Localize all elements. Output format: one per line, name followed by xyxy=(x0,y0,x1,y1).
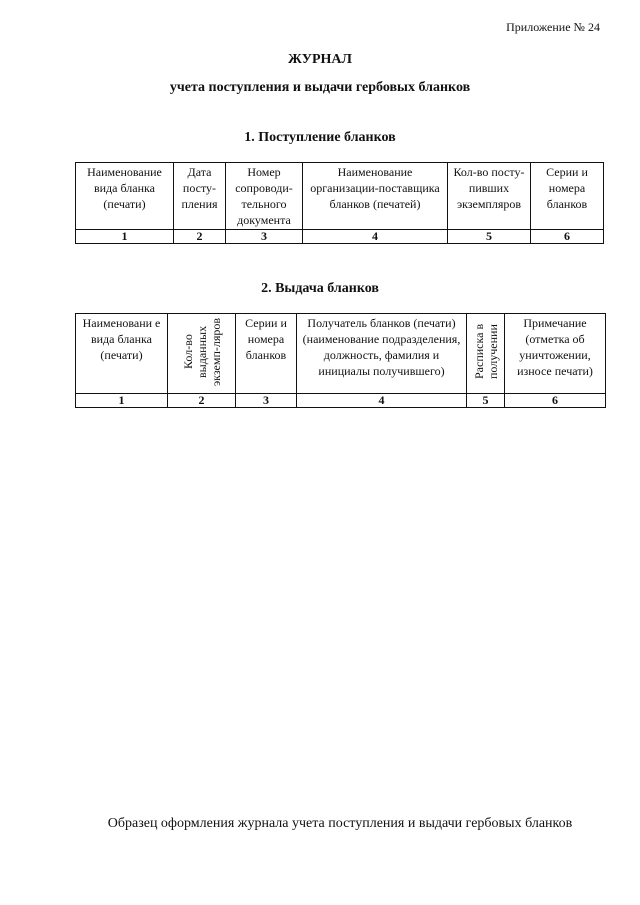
header-cell-vertical xyxy=(168,314,236,394)
column-number: 2 xyxy=(168,394,236,408)
header-cell: Серии и номера бланков xyxy=(531,163,604,230)
header-cell: Серии и номера бланков xyxy=(236,314,297,394)
section-2-title: 2. Выдача бланков xyxy=(261,281,379,296)
column-number: 5 xyxy=(448,230,531,244)
header-cell: Наименовани е вида бланка (печати) xyxy=(76,314,168,394)
section-1-title: 1. Поступление бланков xyxy=(244,130,396,145)
table-header-row xyxy=(76,163,604,230)
column-number: 1 xyxy=(76,230,174,244)
header-cell: Наименование вида бланка (печати) xyxy=(76,163,174,230)
sample-caption: Образец оформления журнала учета поступления и выдачи гербовых бланков xyxy=(107,816,573,831)
column-number: 4 xyxy=(297,394,467,408)
journal-title: ЖУРНАЛ xyxy=(288,52,352,67)
vertical-header-text: Кол-во выданных экземп-ляров xyxy=(180,317,223,386)
header-cell: Наименование организации-поставщика бланков (печатей) xyxy=(303,163,448,230)
header-cell: Дата посту-пления xyxy=(174,163,226,230)
appendix-label: Приложение № 24 xyxy=(506,20,600,34)
column-number: 1 xyxy=(76,394,168,408)
column-number: 3 xyxy=(236,394,297,408)
column-number-row xyxy=(76,394,606,408)
header-cell: Кол-во посту-пивших экземпляров xyxy=(448,163,531,230)
column-number: 5 xyxy=(467,394,505,408)
column-number-row xyxy=(76,230,604,244)
column-number: 6 xyxy=(505,394,606,408)
header-cell: Примечание (отметка об уничтожении, износе печати) xyxy=(505,314,606,394)
issue-table xyxy=(75,313,606,408)
column-number: 2 xyxy=(174,230,226,244)
table-header-row xyxy=(76,314,606,394)
header-cell-vertical xyxy=(467,314,505,394)
column-number: 6 xyxy=(531,230,604,244)
column-number: 4 xyxy=(303,230,448,244)
header-cell: Номер сопроводи-тельного документа xyxy=(226,163,303,230)
receipt-table xyxy=(75,162,604,244)
column-number: 3 xyxy=(226,230,303,244)
journal-subtitle: учета поступления и выдачи гербовых бланков xyxy=(169,80,471,95)
header-cell: Получатель бланков (печати) (наименование подразделения, должность, фамилия и инициалы получившего) xyxy=(297,314,467,394)
vertical-header-text: Расписка в получении xyxy=(471,323,500,380)
